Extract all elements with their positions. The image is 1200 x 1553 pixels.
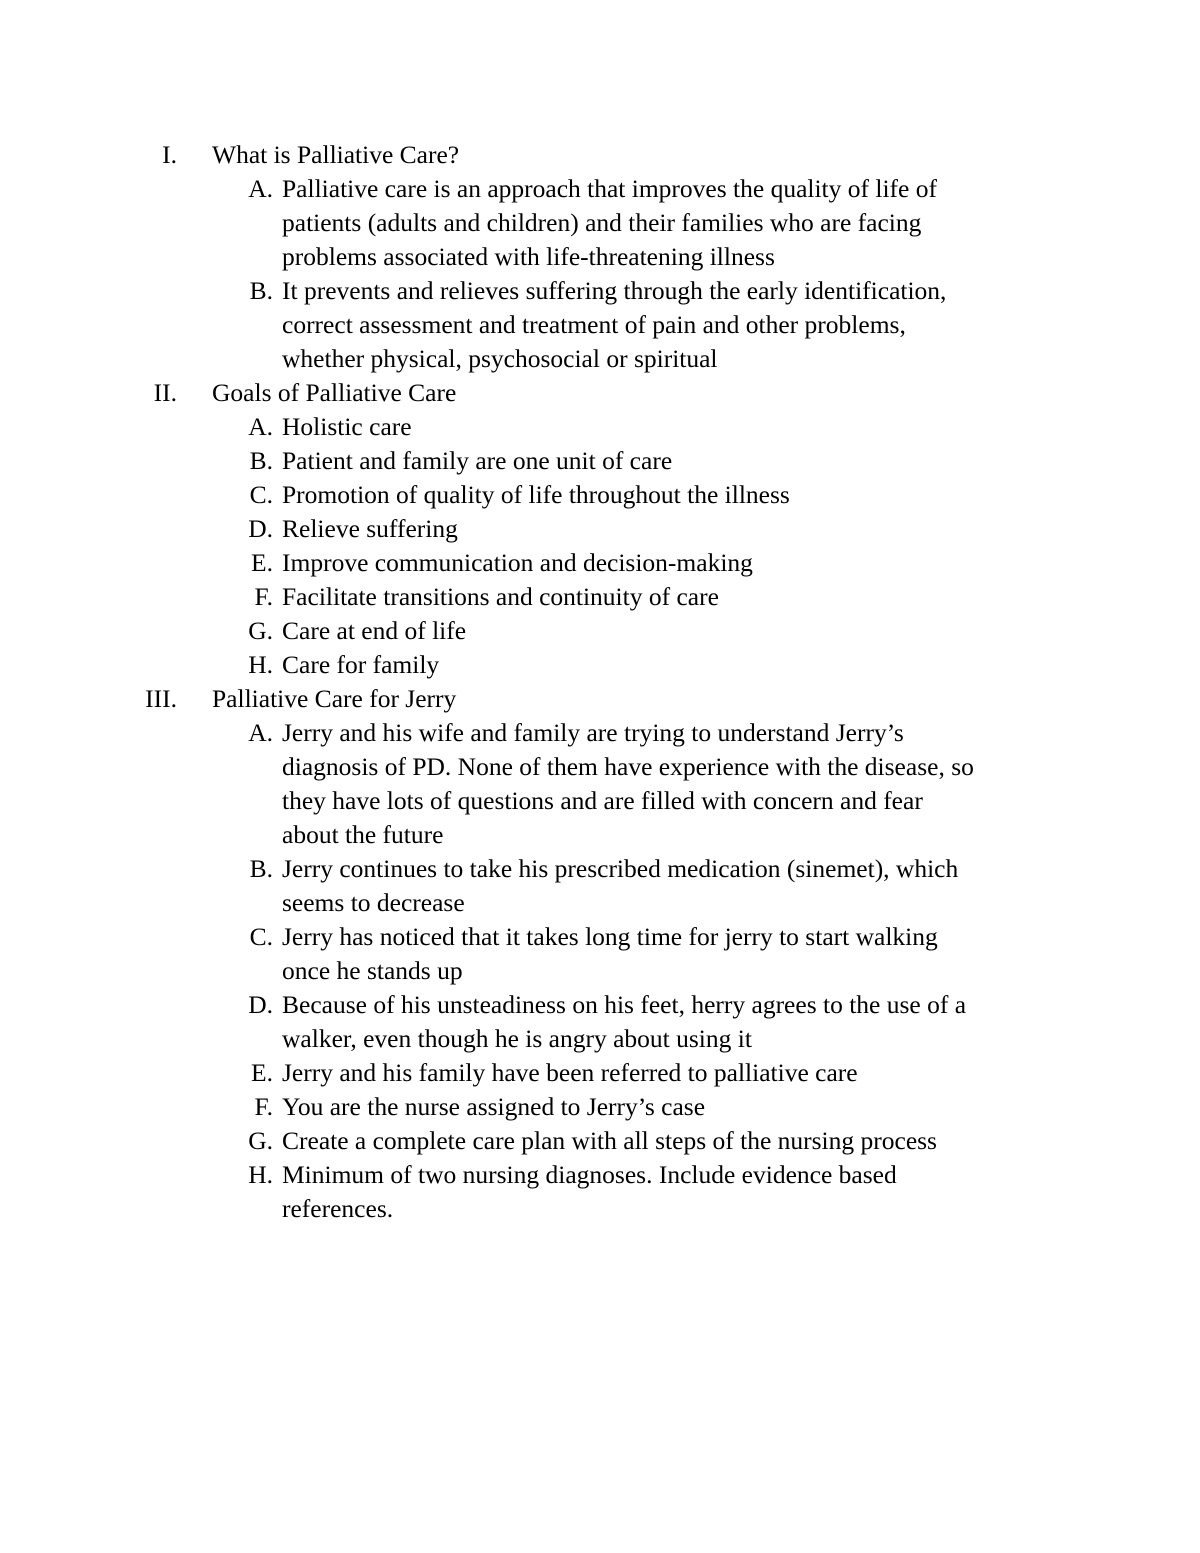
item-letter: B. — [249, 446, 273, 475]
item-text-line: Care for family — [282, 650, 440, 679]
list-item — [0, 172, 1200, 274]
item-text-line: walker, even though he is angry about using it — [282, 1024, 752, 1053]
item-text-line: once he stands up — [282, 956, 463, 985]
item-text-line: Jerry and his wife and family are trying to understand Jerry’s — [282, 718, 904, 747]
item-text-line: problems associated with life-threatening illness — [282, 242, 775, 271]
item-text — [282, 1056, 1200, 1090]
list-item — [0, 546, 1200, 580]
list-item — [0, 614, 1200, 648]
item-text-line: they have lots of questions and are filled with concern and fear — [282, 786, 923, 815]
item-letter: B. — [249, 854, 273, 883]
item-text-line: Promotion of quality of life throughout the illness — [282, 480, 790, 509]
list-item — [0, 1056, 1200, 1090]
section-heading-row — [0, 682, 1200, 716]
item-text — [282, 920, 1200, 988]
item-letter: D. — [248, 514, 273, 543]
list-item — [0, 444, 1200, 478]
list-item — [0, 920, 1200, 988]
item-text — [282, 716, 1200, 852]
item-letter: G. — [248, 1126, 273, 1155]
document-outline — [0, 138, 1200, 1226]
item-text-line: about the future — [282, 820, 444, 849]
list-item — [0, 512, 1200, 546]
item-text — [282, 546, 1200, 580]
item-letter: B. — [249, 276, 273, 305]
item-text-line: Jerry and his family have been referred to palliative care — [282, 1058, 858, 1087]
item-text — [282, 580, 1200, 614]
item-letter: F. — [254, 1092, 273, 1121]
list-item — [0, 716, 1200, 852]
roman-numeral: III. — [145, 684, 177, 713]
item-letter: C. — [249, 922, 273, 951]
section-heading: What is Palliative Care? — [212, 140, 460, 169]
item-letter: A. — [248, 174, 273, 203]
outline-section — [0, 138, 1200, 376]
section-heading: Palliative Care for Jerry — [212, 684, 457, 713]
item-letter: C. — [249, 480, 273, 509]
item-text — [282, 512, 1200, 546]
item-text — [282, 988, 1200, 1056]
item-text-line: Minimum of two nursing diagnoses. Include evidence based — [282, 1160, 897, 1189]
item-text — [282, 1090, 1200, 1124]
item-text-line: whether physical, psychosocial or spiritual — [282, 344, 718, 373]
item-letter: H. — [248, 1160, 273, 1189]
item-text — [282, 444, 1200, 478]
list-item — [0, 648, 1200, 682]
list-item — [0, 478, 1200, 512]
item-text-line: Facilitate transitions and continuity of care — [282, 582, 719, 611]
outline-section — [0, 376, 1200, 682]
item-text — [282, 274, 1200, 376]
item-text-line: Because of his unsteadiness on his feet, herry agrees to the use of a — [282, 990, 967, 1019]
item-text-line: correct assessment and treatment of pain and other problems, — [282, 310, 906, 339]
item-text-line: Care at end of life — [282, 616, 467, 645]
section-heading-row — [0, 376, 1200, 410]
item-text-line: Patient and family are one unit of care — [282, 446, 673, 475]
list-item — [0, 1090, 1200, 1124]
list-item — [0, 988, 1200, 1056]
item-text-line: Holistic care — [282, 412, 412, 441]
item-text — [282, 478, 1200, 512]
item-letter: A. — [248, 412, 273, 441]
item-letter: E. — [251, 548, 273, 577]
item-letter: A. — [248, 718, 273, 747]
item-text-line: You are the nurse assigned to Jerry’s case — [282, 1092, 706, 1121]
item-text-line: Improve communication and decision-making — [282, 548, 753, 577]
item-letter: D. — [248, 990, 273, 1019]
list-item — [0, 1124, 1200, 1158]
list-item — [0, 274, 1200, 376]
section-heading: Goals of Palliative Care — [212, 378, 457, 407]
list-item — [0, 410, 1200, 444]
roman-numeral: I. — [162, 140, 177, 169]
list-item — [0, 852, 1200, 920]
item-text-line: diagnosis of PD. None of them have experience with the disease, so — [282, 752, 974, 781]
item-text — [282, 410, 1200, 444]
item-text — [282, 1158, 1200, 1226]
item-text-line: Jerry has noticed that it takes long time for jerry to start walking — [282, 922, 938, 951]
item-letter: E. — [251, 1058, 273, 1087]
item-letter: F. — [254, 582, 273, 611]
item-text — [282, 648, 1200, 682]
item-letter: G. — [248, 616, 273, 645]
item-letter: H. — [248, 650, 273, 679]
item-text-line: It prevents and relieves suffering through the early identification, — [282, 276, 947, 305]
item-text — [282, 852, 1200, 920]
item-text-line: Jerry continues to take his prescribed medication (sinemet), which — [282, 854, 959, 883]
outline-section — [0, 682, 1200, 1226]
item-text-line: seems to decrease — [282, 888, 465, 917]
section-heading-row — [0, 138, 1200, 172]
roman-numeral: II. — [153, 378, 177, 407]
item-text — [282, 1124, 1200, 1158]
list-item — [0, 580, 1200, 614]
item-text-line: Create a complete care plan with all steps of the nursing process — [282, 1126, 937, 1155]
item-text-line: patients (adults and children) and their families who are facing — [282, 208, 922, 237]
item-text-line: references. — [282, 1194, 394, 1223]
item-text — [282, 172, 1200, 274]
item-text-line: Relieve suffering — [282, 514, 458, 543]
item-text-line: Palliative care is an approach that improves the quality of life of — [282, 174, 937, 203]
list-item — [0, 1158, 1200, 1226]
item-text — [282, 614, 1200, 648]
